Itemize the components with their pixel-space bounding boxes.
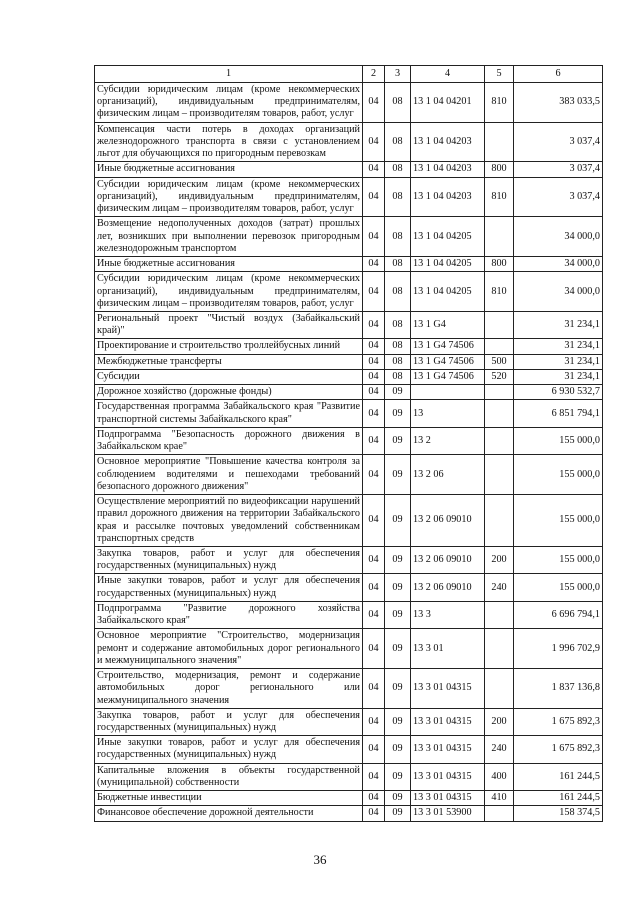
cell-rz: 04	[363, 629, 385, 669]
cell-sum: 155 000,0	[514, 574, 603, 601]
cell-csr: 13 3 01 04315	[411, 763, 485, 790]
cell-name: Проектирование и строительство троллейбусных линий	[95, 339, 363, 354]
cell-rz: 04	[363, 311, 385, 338]
cell-rz: 04	[363, 601, 385, 628]
cell-rz: 04	[363, 546, 385, 573]
table-row	[95, 83, 603, 123]
cell-rz: 04	[363, 122, 385, 162]
cell-name: Субсидии	[95, 369, 363, 384]
cell-csr: 13 1 04 04205	[411, 257, 485, 272]
cell-vr: 400	[485, 763, 514, 790]
cell-vr	[485, 400, 514, 427]
cell-pr: 09	[385, 546, 411, 573]
cell-sum: 155 000,0	[514, 427, 603, 454]
cell-rz: 04	[363, 791, 385, 806]
cell-rz: 04	[363, 369, 385, 384]
col-header-pr: 3	[385, 66, 411, 83]
cell-pr: 08	[385, 217, 411, 257]
cell-name: Иные бюджетные ассигнования	[95, 257, 363, 272]
cell-vr	[485, 495, 514, 547]
cell-pr: 09	[385, 427, 411, 454]
table-header-row	[95, 66, 603, 83]
cell-name: Субсидии юридическим лицам (кроме некоммерческих организаций), индивидуальным предпринимателям, физическим лицам – производителям товаров, работ, услуг	[95, 272, 363, 312]
cell-csr: 13 3 01 04315	[411, 791, 485, 806]
cell-csr: 13 1 04 04201	[411, 83, 485, 123]
cell-name: Подпрограмма "Развитие дорожного хозяйства Забайкальского края"	[95, 601, 363, 628]
cell-vr	[485, 806, 514, 821]
cell-vr	[485, 455, 514, 495]
cell-sum: 161 244,5	[514, 763, 603, 790]
cell-rz: 04	[363, 736, 385, 763]
cell-sum: 1 837 136,8	[514, 669, 603, 709]
table-row	[95, 791, 603, 806]
cell-csr	[411, 385, 485, 400]
cell-sum: 3 037,4	[514, 177, 603, 217]
cell-csr: 13 3 01 04315	[411, 736, 485, 763]
cell-pr: 08	[385, 162, 411, 177]
cell-rz: 04	[363, 763, 385, 790]
cell-vr	[485, 601, 514, 628]
table-row	[95, 217, 603, 257]
cell-sum: 31 234,1	[514, 354, 603, 369]
cell-pr: 08	[385, 311, 411, 338]
col-header-name: 1	[95, 66, 363, 83]
cell-name: Иные закупки товаров, работ и услуг для обеспечения государственных (муниципальных) нужд	[95, 574, 363, 601]
cell-name: Закупка товаров, работ и услуг для обеспечения государственных (муниципальных) нужд	[95, 546, 363, 573]
cell-csr: 13	[411, 400, 485, 427]
cell-pr: 09	[385, 495, 411, 547]
cell-rz: 04	[363, 708, 385, 735]
cell-pr: 09	[385, 736, 411, 763]
cell-sum: 6 930 532,7	[514, 385, 603, 400]
cell-csr: 13 1 04 04203	[411, 122, 485, 162]
cell-rz: 04	[363, 385, 385, 400]
cell-name: Иные бюджетные ассигнования	[95, 162, 363, 177]
cell-sum: 34 000,0	[514, 257, 603, 272]
cell-name: Компенсация части потерь в доходах организаций железнодорожного транспорта в связи с установлением льгот для обучающихся по пригородным перевозкам	[95, 122, 363, 162]
cell-rz: 04	[363, 83, 385, 123]
cell-csr: 13 2	[411, 427, 485, 454]
cell-pr: 08	[385, 339, 411, 354]
cell-sum: 34 000,0	[514, 272, 603, 312]
cell-vr	[485, 669, 514, 709]
cell-sum: 6 696 794,1	[514, 601, 603, 628]
table-row	[95, 629, 603, 669]
cell-csr: 13 1 04 04203	[411, 177, 485, 217]
cell-pr: 09	[385, 400, 411, 427]
cell-name: Осуществление мероприятий по видеофиксации нарушений правил дорожного движения на территории Забайкальского края и рассылке почтовых уведомлений собственникам транспортных средств	[95, 495, 363, 547]
table-row	[95, 400, 603, 427]
table-row	[95, 736, 603, 763]
cell-pr: 08	[385, 122, 411, 162]
cell-vr: 800	[485, 162, 514, 177]
cell-vr	[485, 217, 514, 257]
table-row	[95, 354, 603, 369]
cell-sum: 1 996 702,9	[514, 629, 603, 669]
cell-name: Иные закупки товаров, работ и услуг для обеспечения государственных (муниципальных) нужд	[95, 736, 363, 763]
cell-sum: 161 244,5	[514, 791, 603, 806]
cell-pr: 09	[385, 601, 411, 628]
cell-csr: 13 1 G4 74506	[411, 354, 485, 369]
cell-vr: 200	[485, 546, 514, 573]
cell-pr: 09	[385, 708, 411, 735]
cell-sum: 34 000,0	[514, 217, 603, 257]
cell-rz: 04	[363, 354, 385, 369]
cell-rz: 04	[363, 177, 385, 217]
cell-vr	[485, 339, 514, 354]
cell-vr: 200	[485, 708, 514, 735]
cell-pr: 09	[385, 455, 411, 495]
cell-vr: 800	[485, 257, 514, 272]
table-row	[95, 455, 603, 495]
table-row	[95, 546, 603, 573]
cell-vr: 500	[485, 354, 514, 369]
cell-sum: 383 033,5	[514, 83, 603, 123]
table-row	[95, 369, 603, 384]
cell-rz: 04	[363, 272, 385, 312]
cell-vr	[485, 427, 514, 454]
cell-vr: 810	[485, 177, 514, 217]
cell-name: Основное мероприятие "Строительство, модернизация ремонт и содержание автомобильных дорог регионального и межмуниципального значения"	[95, 629, 363, 669]
cell-pr: 09	[385, 806, 411, 821]
cell-pr: 09	[385, 574, 411, 601]
cell-pr: 09	[385, 763, 411, 790]
cell-sum: 3 037,4	[514, 162, 603, 177]
cell-csr: 13 1 04 04203	[411, 162, 485, 177]
cell-sum: 31 234,1	[514, 339, 603, 354]
cell-csr: 13 3	[411, 601, 485, 628]
cell-csr: 13 1 G4	[411, 311, 485, 338]
cell-name: Подпрограмма "Безопасность дорожного движения в Забайкальском крае"	[95, 427, 363, 454]
cell-pr: 08	[385, 83, 411, 123]
cell-name: Возмещение недополученных доходов (затрат) прошлых лет, возникших при выполнении перевозок пригородным железнодорожным транспортом	[95, 217, 363, 257]
cell-vr: 810	[485, 272, 514, 312]
cell-vr	[485, 122, 514, 162]
cell-csr: 13 2 06 09010	[411, 546, 485, 573]
col-header-rz: 2	[363, 66, 385, 83]
cell-csr: 13 3 01 04315	[411, 708, 485, 735]
cell-sum: 3 037,4	[514, 122, 603, 162]
cell-csr: 13 1 G4 74506	[411, 369, 485, 384]
col-header-sum: 6	[514, 66, 603, 83]
cell-pr: 08	[385, 354, 411, 369]
table-row	[95, 427, 603, 454]
cell-rz: 04	[363, 455, 385, 495]
cell-vr	[485, 629, 514, 669]
cell-name: Основное мероприятие "Повышение качества контроля за соблюдением водителями и пешеходами требований безопасного дорожного движения"	[95, 455, 363, 495]
cell-name: Строительство, модернизация, ремонт и содержание автомобильных дорог регионального или межмуниципального значения	[95, 669, 363, 709]
cell-vr: 240	[485, 574, 514, 601]
table-row	[95, 339, 603, 354]
cell-rz: 04	[363, 427, 385, 454]
cell-rz: 04	[363, 495, 385, 547]
cell-csr: 13 2 06	[411, 455, 485, 495]
cell-vr: 810	[485, 83, 514, 123]
cell-pr: 08	[385, 177, 411, 217]
cell-sum: 155 000,0	[514, 546, 603, 573]
cell-sum: 158 374,5	[514, 806, 603, 821]
table-row	[95, 311, 603, 338]
table-row	[95, 806, 603, 821]
budget-table	[94, 65, 603, 822]
cell-csr: 13 3 01 53900	[411, 806, 485, 821]
cell-rz: 04	[363, 574, 385, 601]
cell-csr: 13 1 04 04205	[411, 217, 485, 257]
cell-pr: 09	[385, 791, 411, 806]
cell-name: Субсидии юридическим лицам (кроме некоммерческих организаций), индивидуальным предпринимателям, физическим лицам – производителям товаров, работ, услуг	[95, 177, 363, 217]
table-row	[95, 763, 603, 790]
cell-name: Бюджетные инвестиции	[95, 791, 363, 806]
table-row	[95, 177, 603, 217]
table-row	[95, 708, 603, 735]
cell-pr: 09	[385, 385, 411, 400]
cell-vr: 240	[485, 736, 514, 763]
table-row	[95, 601, 603, 628]
cell-pr: 08	[385, 272, 411, 312]
cell-csr: 13 1 04 04205	[411, 272, 485, 312]
cell-name: Закупка товаров, работ и услуг для обеспечения государственных (муниципальных) нужд	[95, 708, 363, 735]
cell-csr: 13 2 06 09010	[411, 495, 485, 547]
table-row	[95, 162, 603, 177]
cell-rz: 04	[363, 339, 385, 354]
cell-sum: 6 851 794,1	[514, 400, 603, 427]
cell-vr	[485, 311, 514, 338]
cell-csr: 13 3 01 04315	[411, 669, 485, 709]
table-row	[95, 122, 603, 162]
cell-rz: 04	[363, 669, 385, 709]
cell-csr: 13 1 G4 74506	[411, 339, 485, 354]
cell-name: Государственная программа Забайкальского края "Развитие транспортной системы Забайкальского края"	[95, 400, 363, 427]
cell-vr: 410	[485, 791, 514, 806]
cell-rz: 04	[363, 400, 385, 427]
table-row	[95, 495, 603, 547]
table-row	[95, 574, 603, 601]
cell-name: Субсидии юридическим лицам (кроме некоммерческих организаций), индивидуальным предпринимателям, физическим лицам – производителям товаров, работ, услуг	[95, 83, 363, 123]
table-row	[95, 669, 603, 709]
cell-name: Финансовое обеспечение дорожной деятельности	[95, 806, 363, 821]
cell-csr: 13 3 01	[411, 629, 485, 669]
cell-vr	[485, 385, 514, 400]
cell-name: Межбюджетные трансферты	[95, 354, 363, 369]
cell-pr: 08	[385, 369, 411, 384]
cell-csr: 13 2 06 09010	[411, 574, 485, 601]
cell-sum: 1 675 892,3	[514, 708, 603, 735]
cell-pr: 08	[385, 257, 411, 272]
page-number: 36	[313, 852, 327, 867]
cell-sum: 1 675 892,3	[514, 736, 603, 763]
table-row	[95, 272, 603, 312]
cell-rz: 04	[363, 162, 385, 177]
cell-sum: 31 234,1	[514, 369, 603, 384]
cell-rz: 04	[363, 217, 385, 257]
col-header-vr: 5	[485, 66, 514, 83]
cell-rz: 04	[363, 257, 385, 272]
cell-sum: 155 000,0	[514, 495, 603, 547]
table-row	[95, 385, 603, 400]
cell-name: Региональный проект "Чистый воздух (Забайкальский край)"	[95, 311, 363, 338]
cell-vr: 520	[485, 369, 514, 384]
cell-pr: 09	[385, 669, 411, 709]
cell-sum: 155 000,0	[514, 455, 603, 495]
cell-name: Дорожное хозяйство (дорожные фонды)	[95, 385, 363, 400]
cell-pr: 09	[385, 629, 411, 669]
table-row	[95, 257, 603, 272]
col-header-csr: 4	[411, 66, 485, 83]
cell-name: Капитальные вложения в объекты государственной (муниципальной) собственности	[95, 763, 363, 790]
cell-sum: 31 234,1	[514, 311, 603, 338]
cell-rz: 04	[363, 806, 385, 821]
